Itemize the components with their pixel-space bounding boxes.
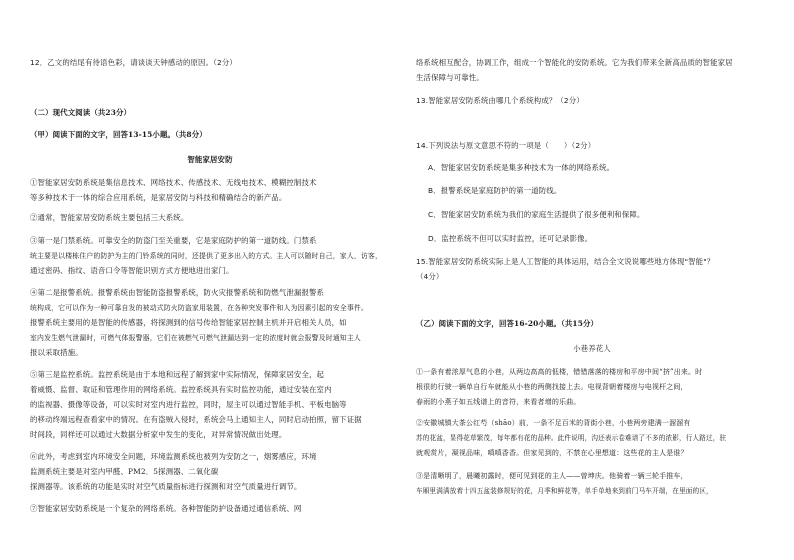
p5-line-2: 着威慑、监督、取证和管理作用的网络系统。监控系统具有实时监控功能，通过安装在室内: [30, 385, 332, 394]
p4-line-3: 报警系统主要用的是智能的传感器，将探测到的信号传给智能家居控制主机并开启相关人员，如: [30, 318, 347, 327]
p3-line-2: 统主要是以楼栋住户的防护为主的门铃系统的同时，还提供了更多出入的方式。主人可以随时自己，家人，访客，: [30, 252, 383, 260]
p5-line-1: ⑤第三是监控系统。监控系统是由于本地和远程了解到家中实际情况，保障家居安全，起: [30, 370, 325, 379]
question-15-line-1: 15.智能家居安防系统实际上是人工智能的具体运用，结合全文说说哪些地方体现"智能"？: [416, 257, 715, 266]
section-2-heading: （二）现代文阅读（共23分）: [30, 108, 132, 117]
p3-line-1: ③第一是门禁系统。可靠安全的防盗门至关重要，它是家庭防护的第一道防线。门禁系: [30, 236, 317, 245]
p2-line-1: ②通常，智能家居安防系统主要包括三大系统。: [30, 213, 189, 222]
question-14: 14.下列说法与原文意思不符的一项是（ ）（2分）: [416, 141, 596, 150]
question-13: 13.智能家居安防系统由哪几个系统构成？（2分）: [416, 96, 584, 105]
part-a-heading: （甲）阅读下面的文字，回答13-15小题。（共8分）: [30, 130, 207, 139]
right-column: [416, 0, 768, 560]
s3-line-1: ③是清晰明了，晨曦初露时，便可见到花的主人——曾坤庆。他骑着一辆三轮手推车，: [416, 472, 688, 480]
p4-line-2: 统构成，它可以作为一种可靠自发的被动式防火防盗家用装置，在各种突发事件和人为因素引起的安全事件。: [30, 304, 368, 312]
p7-line-1: ⑦智能家居安防系统是一个复杂的网络系统。各种智能防护设备通过通信系统、网: [30, 504, 302, 513]
s2-line-2: 苏的花盆，显得花草繁茂，每年都有花的品种。此件说明，沟还表示卷难谱了不多的浓影，行人路过，驻: [416, 434, 727, 442]
p5-line-5: 时间段，同样还可以通过大数据分析家中发生的变化，对异常情况做出处理。: [30, 430, 287, 439]
part-b-heading: （乙）阅读下面的文字，回答16-20小题。（共15分）: [416, 319, 599, 328]
p5-line-3: 的监视器、摄像等设备，可以实时对室内进行监控，同时，屋主可以通过智能手机、平板电脑等: [30, 400, 347, 409]
p6-line-1: ⑥此外，考虑到室内环境安全问题，环境监测系统也被列为安防之一，烟雾感应，环境: [30, 452, 317, 461]
question-15-line-2: （4分）: [416, 272, 444, 281]
question-12: 12．乙文的结尾有待语色彩，请谈谈天钟感动的原因。（2分）: [30, 58, 237, 67]
s1-line-3: 春雨的小燕子如五线谱上的音符，来看者增的乐曲。: [416, 398, 581, 406]
p3-line-3: 通过密码、指纹、语音口令等智能识别方式方便地进出家门。: [30, 266, 234, 275]
s2-line-1: ②安徽城镇大茶公红芍（shāo）前，一条不足百米的背街小巷，小巷两旁建满一溜溜有: [416, 419, 691, 427]
p4-line-5: 报以采取措施。: [30, 348, 83, 357]
p1-line-1: ①智能家居安防系统是集信息技术、网络技术、传感技术、无线电技术、模糊控制技术: [30, 178, 317, 187]
p6-line-2: 监测系统主要是对室内甲醛、PM2．5探测器、二氧化碳: [30, 467, 219, 476]
q14-option-d: D．监控系统不但可以实时监控，还可记录影像。: [428, 234, 593, 243]
story-title: 小巷养花人: [573, 344, 611, 353]
p5-line-4: 的移动终端远程查看家中的情况。在有盗贼入侵时，系统会马上通知主人，同时启动拍照，留下证据: [30, 415, 362, 424]
s1-line-2: 根很的行驶一辆单自行车就能从小巷的两侧找接上去。电视背朝着楼房与电视杆之间，: [416, 383, 688, 391]
p6-line-3: 探测器等。该系统的功能是实时对空气质量指标进行探测和对空气质量进行调节。: [30, 482, 302, 491]
left-column: [30, 0, 390, 560]
s2-line-3: 就观赏片，凝视品味，嗔嗔香香。但家见到的，不禁在心里想道：这些花的主人是谁？: [416, 449, 688, 457]
p4-line-1: ④第二是报警系统。报警系统由智能防盗报警系统，防火灾报警系统和防燃气泄漏报警系: [30, 288, 325, 297]
s1-line-1: ①一条有着浓厚气息的小巷，从两边高高的低楼，错错落落的楼房和平房中间“挤”出来。时: [416, 368, 703, 376]
continuation-line-2: 生活保障与可靠性。: [416, 73, 484, 82]
q14-option-b: B．报警系统是家庭防护的第一道防线。: [428, 186, 562, 195]
continuation-line-1: 络系统相互配合，协调工作，组成一个智能化的安防系统。它为我们带来全新高品质的智能家居: [416, 58, 733, 67]
p4-line-4: 室内发生燃气泄漏时，可燃气体报警器，它们在被燃气可燃气泄漏达到一定的浓度时就会报警及时通知主人: [30, 334, 361, 342]
q14-option-a: A．智能家居安防系统是集多种技术为一体的网络系统。: [428, 163, 615, 172]
p1-line-2: 等多种技术于一体的综合应用系统，是家居安防与科技和精确结合的新产品。: [30, 193, 287, 202]
article-title: 智能家居安防: [187, 155, 233, 164]
q14-option-c: C．智能家居安防系统为我们的家庭生活提供了很多便利和保障。: [428, 210, 645, 219]
s3-line-2: 车厢里满满放着十四五盆装修规好的花，月季和鲜花等，单手单地来到前门马车开端，在里面的区，: [416, 487, 713, 495]
